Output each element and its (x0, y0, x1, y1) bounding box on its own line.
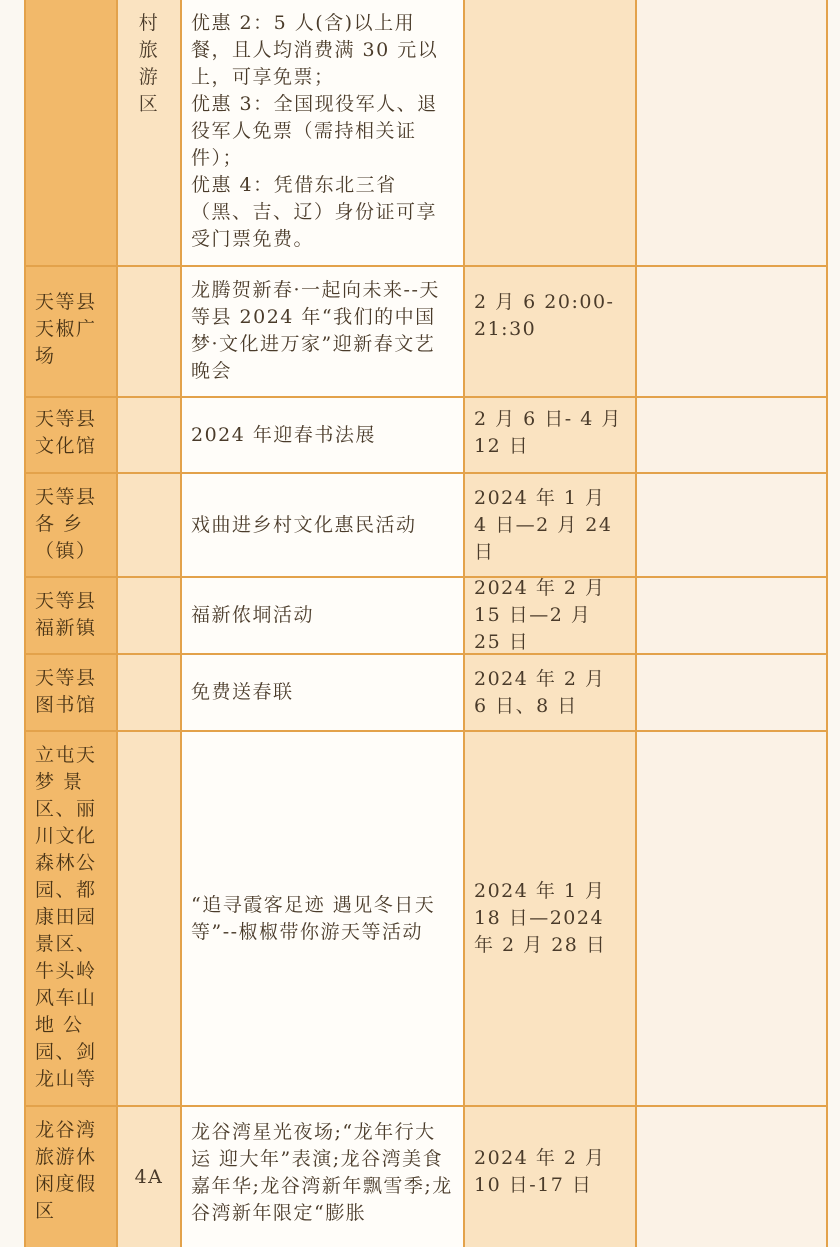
time-cell (465, 0, 637, 265)
table-row (26, 267, 826, 398)
activity-cell: 免费送春联 (182, 655, 465, 730)
table-row (26, 578, 826, 655)
activity-cell: 戏曲进乡村文化惠民活动 (182, 474, 465, 576)
time-cell: 2024 年 2 月 10 日-17 日 (465, 1107, 637, 1247)
activity-cell: 龙谷湾星光夜场;“龙年行大运 迎大年”表演;龙谷湾美食嘉年华;龙谷湾新年飘雪季;龙谷湾新年限定“膨胀 (182, 1107, 465, 1247)
time-cell: 2024 年 2 月 15 日—2 月 25 日 (465, 578, 637, 653)
level-cell (118, 578, 182, 653)
note-cell (637, 655, 826, 730)
time-cell: 2024 年 1 月 18 日—2024 年 2 月 28 日 (465, 732, 637, 1105)
activity-cell: 2024 年迎春书法展 (182, 398, 465, 472)
activity-table (24, 0, 828, 1247)
activity-text: 优惠 2：5 人(含)以上用餐，且人均消费满 30 元以上，可享免票； (191, 12, 439, 88)
location-cell: 天等县福新镇 (26, 578, 118, 653)
table-row (26, 1107, 826, 1247)
activity-cell: “追寻霞客足迹 遇见冬日天等”--椒椒带你游天等活动 (182, 732, 465, 1105)
location-cell: 龙谷湾旅游休闲度假区 (26, 1107, 118, 1247)
activity-cell: 福新侬垌活动 (182, 578, 465, 653)
location-cell: 天等县文化馆 (26, 398, 118, 472)
note-cell (637, 1107, 826, 1247)
level-text: 4A (134, 1165, 164, 1188)
level-cell (118, 398, 182, 472)
time-cell: 2 月 6 日- 4 月 12 日 (465, 398, 637, 472)
level-text: 村旅游区 (138, 12, 160, 115)
table-row (26, 474, 826, 578)
table-row (26, 398, 826, 474)
location-cell: 天等县天椒广场 (26, 267, 118, 396)
note-cell (637, 0, 826, 265)
time-cell: 2024 年 1 月 4 日—2 月 24 日 (465, 474, 637, 576)
level-cell (118, 655, 182, 730)
table-row (26, 732, 826, 1107)
activity-text: 优惠 4：凭借东北三省（黑、吉、辽）身份证可享受门票免费。 (191, 174, 438, 250)
note-cell (637, 578, 826, 653)
note-cell (637, 398, 826, 472)
location-cell: 天等县图书馆 (26, 655, 118, 730)
level-cell (118, 732, 182, 1105)
level-cell (118, 0, 182, 265)
activity-text: 优惠 3：全国现役军人、退役军人免票（需持相关证件）； (191, 93, 438, 169)
time-cell: 2 月 6 20:00-21:30 (465, 267, 637, 396)
level-cell (118, 474, 182, 576)
activity-cell: 龙腾贺新春·一起向未来--天等县 2024 年“我们的中国梦·文化进万家”迎新春文艺晚会 (182, 267, 465, 396)
location-cell (26, 0, 118, 265)
table-row (26, 655, 826, 732)
level-cell (118, 267, 182, 396)
activity-cell (182, 0, 465, 265)
location-cell: 立屯天梦 景区、丽川文化森林公园、都康田园景区、牛头岭风车山地 公园、剑龙山等 (26, 732, 118, 1105)
table-row (26, 0, 826, 267)
note-cell (637, 474, 826, 576)
time-cell: 2024 年 2 月 6 日、8 日 (465, 655, 637, 730)
note-cell (637, 267, 826, 396)
level-cell (118, 1107, 182, 1247)
note-cell (637, 732, 826, 1105)
location-cell: 天等县各 乡（镇） (26, 474, 118, 576)
